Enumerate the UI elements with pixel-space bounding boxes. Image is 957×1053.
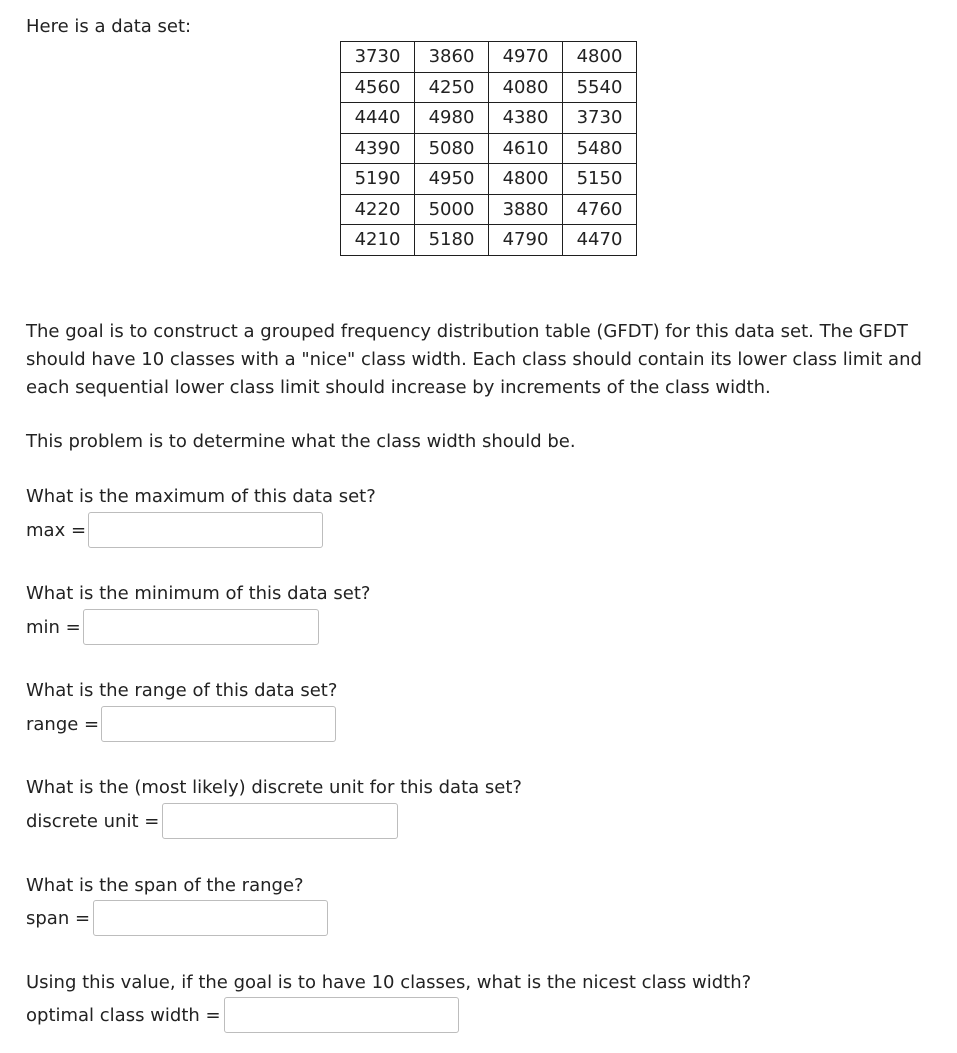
table-cell: 5180 xyxy=(415,225,489,256)
max-label: max = xyxy=(26,520,87,541)
class-width-question: Using this value, if the goal is to have 10 classes, what is the nicest class width? xyxy=(26,972,752,993)
table-cell: 4610 xyxy=(489,133,563,164)
table-cell: 4970 xyxy=(489,42,563,73)
table-row xyxy=(341,194,637,225)
table-row xyxy=(341,133,637,164)
span-input[interactable] xyxy=(93,900,328,936)
table-cell: 4250 xyxy=(415,72,489,103)
min-label: min = xyxy=(26,617,81,638)
goal-paragraph xyxy=(26,318,931,402)
table-row xyxy=(341,72,637,103)
table-cell: 5150 xyxy=(563,164,637,195)
span-label: span = xyxy=(26,908,91,929)
class-width-input[interactable] xyxy=(224,997,459,1033)
discrete-unit-question: What is the (most likely) discrete unit for this data set? xyxy=(26,777,522,798)
table-cell: 5190 xyxy=(341,164,415,195)
table-cell: 5080 xyxy=(415,133,489,164)
table-row xyxy=(341,42,637,73)
table-cell: 4380 xyxy=(489,103,563,134)
table-cell: 4080 xyxy=(489,72,563,103)
table-cell: 5540 xyxy=(563,72,637,103)
intro-text: Here is a data set: xyxy=(26,16,192,37)
table-row xyxy=(341,225,637,256)
table-cell: 5000 xyxy=(415,194,489,225)
span-question: What is the span of the range? xyxy=(26,875,304,896)
table-cell: 3880 xyxy=(489,194,563,225)
range-question: What is the range of this data set? xyxy=(26,680,338,701)
table-cell: 4950 xyxy=(415,164,489,195)
table-cell: 4980 xyxy=(415,103,489,134)
range-input[interactable] xyxy=(101,706,336,742)
max-input[interactable] xyxy=(88,512,323,548)
table-cell: 4560 xyxy=(341,72,415,103)
discrete-unit-input[interactable] xyxy=(162,803,398,839)
min-input[interactable] xyxy=(83,609,319,645)
table-cell: 5480 xyxy=(563,133,637,164)
table-cell: 4800 xyxy=(489,164,563,195)
table-cell: 4220 xyxy=(341,194,415,225)
table-cell: 4800 xyxy=(563,42,637,73)
table-cell: 4470 xyxy=(563,225,637,256)
class-width-label: optimal class width = xyxy=(26,1005,221,1026)
table-row xyxy=(341,164,637,195)
problem-statement: This problem is to determine what the class width should be. xyxy=(26,431,576,452)
table-cell: 4760 xyxy=(563,194,637,225)
discrete-unit-label: discrete unit = xyxy=(26,811,160,832)
table-cell: 3730 xyxy=(563,103,637,134)
max-question: What is the maximum of this data set? xyxy=(26,486,376,507)
table-row xyxy=(341,103,637,134)
goal-paragraph-text: The goal is to construct a grouped frequency distribution table (GFDT) for this data set. The GFDT should have 10 classes with a "nice" class width. Each class should contain its lower class limit and each sequential lower class limit should increase by increments of the class width. xyxy=(26,321,922,398)
table-cell: 4210 xyxy=(341,225,415,256)
range-label: range = xyxy=(26,714,100,735)
table-cell: 4390 xyxy=(341,133,415,164)
table-cell: 3730 xyxy=(341,42,415,73)
table-cell: 4790 xyxy=(489,225,563,256)
table-cell: 4440 xyxy=(341,103,415,134)
data-set-table xyxy=(340,41,637,256)
min-question: What is the minimum of this data set? xyxy=(26,583,371,604)
table-cell: 3860 xyxy=(415,42,489,73)
